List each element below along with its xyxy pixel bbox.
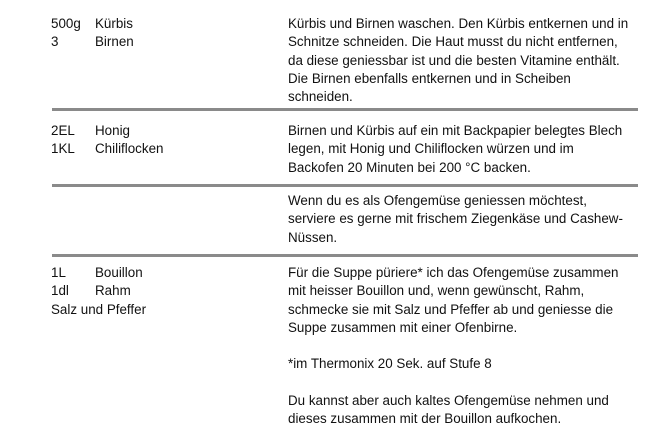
instruction-text: Wenn du es als Ofengemüse geniessen möchtest, serviere es gerne mit frischem Ziegenkäse und Cashew-Nüssen. (288, 193, 623, 245)
section-divider (52, 108, 638, 111)
ingredient-quantity: 1KL (51, 141, 75, 157)
ingredient-name: Kürbis (95, 16, 133, 31)
ingredient-quantity: 500g (51, 16, 81, 31)
ingredient-row (51, 140, 271, 158)
section-divider (52, 184, 638, 187)
ingredient-quantity: 1dl (51, 283, 69, 299)
ingredient-name: Bouillon (95, 265, 143, 280)
ingredient-row (51, 15, 271, 33)
ingredient-name: Honig (95, 123, 130, 138)
instruction-text: Birnen und Kürbis auf ein mit Backpapier belegtes Blech legen, mit Honig und Chiliflocken würzen und im Backofen 20 Minuten bei 200 °C backen. (288, 123, 623, 175)
ingredient-row (51, 33, 271, 51)
ingredient-list (51, 15, 271, 52)
ingredient-quantity: 3 (51, 34, 59, 50)
ingredient-name: Rahm (95, 283, 131, 299)
ingredient-row (51, 122, 271, 140)
section-divider (52, 254, 638, 257)
instruction-block (288, 264, 633, 429)
ingredient-quantity: 2EL (51, 123, 75, 138)
ingredient-name: Chiliflocken (95, 141, 164, 157)
ingredient-seasoning: Salz und Pfeffer (51, 301, 147, 317)
instruction-text: Für die Suppe püriere* ich das Ofengemüse zusammen mit heisser Bouillon und, wenn gewünscht, Rahm, schmecke sie mit Salz und Pfeffer ab und geniesse die Suppe zusammen mit einer Ofenbirne. (288, 265, 619, 335)
instruction-footnote: *im Thermonix 20 Sek. auf Stufe 8 (288, 356, 492, 372)
ingredient-quantity: 1L (51, 265, 66, 280)
ingredient-row (51, 282, 271, 300)
instruction-block (288, 15, 633, 106)
instruction-text: Du kannst aber auch kaltes Ofengemüse nehmen und dieses zusammen mit der Bouillon aufkochen. (288, 393, 609, 427)
instruction-text: Kürbis und Birnen waschen. Den Kürbis entkernen und in Schnitze schneiden. Die Haut musst du nicht entfernen, da diese geniessbar ist und die besten Vitamine enthält. Die Birnen ebenfalls entkernen und in Scheiben schneiden. (288, 16, 629, 105)
ingredient-list (51, 264, 271, 319)
ingredient-list (51, 122, 271, 159)
ingredient-name: Birnen (95, 34, 134, 50)
instruction-block (288, 192, 633, 247)
instruction-block (288, 122, 633, 177)
ingredient-row (51, 264, 271, 282)
